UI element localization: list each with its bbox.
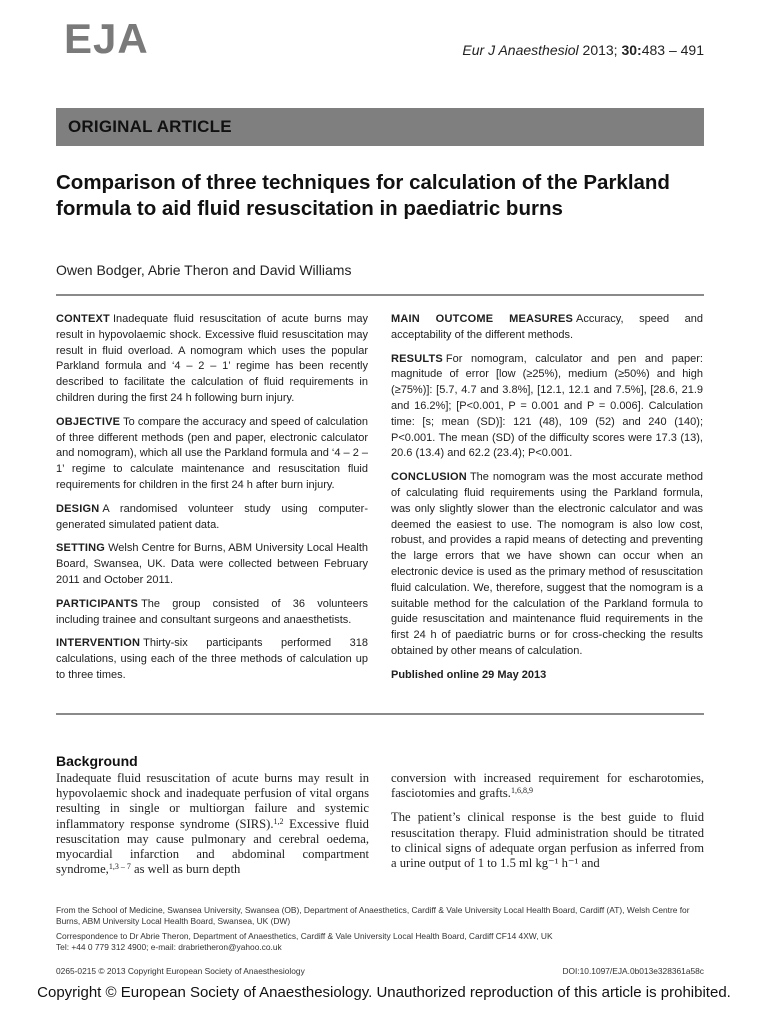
abstract-section-design — [56, 502, 368, 534]
article-type-label: ORIGINAL ARTICLE — [68, 117, 232, 136]
section-label: DESIGN — [56, 502, 100, 515]
affiliations-block — [56, 905, 706, 957]
section-text: Welsh Centre for Burns, ABM University Local Health Board, Swansea, UK. Data were collected between February 2011 and October 2011. — [56, 542, 368, 586]
reference-superscript: 1,6,8,9 — [510, 786, 533, 796]
abstract-section-objective — [56, 415, 368, 494]
section-label: RESULTS — [391, 352, 443, 365]
copyright-notice: Copyright © European Society of Anaesthesiology. Unauthorized reproduction of this article is prohibited. — [37, 984, 731, 1001]
section-label: SETTING — [56, 542, 106, 555]
reference-superscript: 1,2 — [273, 816, 284, 826]
section-label: OBJECTIVE — [56, 415, 121, 428]
issn-copyright: 0265-0215 © 2013 Copyright European Society of Anaesthesiology — [56, 966, 305, 976]
section-text: Thirty-six participants performed 318 calculations, using each of the three methods of calculation up to three times. — [56, 637, 368, 681]
article-authors: Owen Bodger, Abrie Theron and David Williams — [56, 262, 352, 278]
abstract-section-outcomes — [391, 312, 703, 344]
abstract-section-participants — [56, 597, 368, 629]
body-paragraph: Inadequate fluid resuscitation of acute burns may result in hypovolaemic shock and inadequate perfusion of vital organs resulting in single or multiorgan failure and systemic inflammatory response syndrome (SIRS).$^{1,2}$ Excessive fluid resuscitation may cause pulmonary and cerebral oedema, myocardial infarction and abdominal compartment syndrome,$^{1,3 - 7}$ as well as burn depth — [56, 771, 369, 877]
abstract-section-context — [56, 312, 368, 407]
abstract-section-conclusion — [391, 470, 703, 660]
article-title: Comparison of three techniques for calculation of the Parkland formula to aid fluid resuscitation in paediatric burns — [56, 171, 670, 220]
abstract-top-rule — [56, 294, 704, 296]
section-label: PARTICIPANTS — [56, 597, 139, 610]
doi-link[interactable]: DOI:10.1097/EJA.0b013e328361a58c — [562, 966, 704, 976]
body-paragraph: conversion with increased requirement for escharotomies, fasciotomies and grafts.$^{1,6,8,9}$ — [391, 771, 704, 801]
abstract-section-results — [391, 352, 703, 463]
body-left-column — [56, 771, 369, 886]
section-text: The nomogram was the most accurate method of calculating fluid requirements using the Parkland formula, was only slightly slower than the electronic calculator and was deemed the easiest to use. The nomogram is also low cost, robust, and provides a rapid means of detecting and preventing the large errors that we have shown can occur when an electronic device is used as the primary method of resuscitation fluid calculation. We, therefore, suggest that the nomogram is a suitable method for the calculation of the Parkland formula to guide resuscitation and maintenance fluid requirements in the first 24 h of paediatric burns or for cross-checking the results obtained by other means of calculation. — [391, 471, 703, 657]
reference-superscript: 1,3 – 7 — [108, 862, 131, 872]
section-text: The group consisted of 36 volunteers including trainee and consultant surgeons and anaesthetists. — [56, 597, 368, 626]
correspondence-address: Correspondence to Dr Abrie Theron, Department of Anaesthetics, Cardiff & Vale University Local Health Board, Cardiff CF14 4XW, UK Tel: +44 0 779 312 4900; e-mail: drabrietheron@yahoo.co.uk — [56, 931, 553, 952]
abstract-section-intervention — [56, 636, 368, 683]
abstract-right-column — [391, 312, 703, 692]
abstract-section-setting — [56, 541, 368, 588]
body-paragraph: The patient’s clinical response is the best guide to fluid resuscitation therapy. Fluid administration should be titrated to clinical signs of adequate organ perfusion as inferred from a urine output of 1 to 1.5 ml kg⁻¹ h⁻¹ and — [391, 810, 704, 871]
body-right-column — [391, 771, 704, 880]
article-type-banner — [56, 108, 704, 146]
journal-year: 2013; — [578, 42, 622, 58]
abstract-left-column — [56, 312, 368, 692]
section-text: For nomogram, calculator and pen and paper: magnitude of error [low (≥25%), medium (≥50%) and high (≥75%)]: [5.7, 4.7 and 3.8%], [12.1, 12.1 and 7.5%], [28.6, 21.9 and 16.2%]; [P<0.001, P = 0.001 and P = 0.006]. Calculation time: [s; mean (SD)]: 121 (48), 109 (52) and 240 (140); P<0.001. The mean (SD) of the difficulty scores were 17.3 (13), 20.6 (13.4) and 62.2 (23.4); P<0.001. — [391, 352, 703, 460]
section-text: To compare the accuracy and speed of calculation of three different methods (pen and paper, electronic calculator and nomogram), which all use the Parkland formula and ‘4 – 2 – 1’ regime to calculate maintenance and resuscitation fluid requirements for children in the first 24 h after burn injury. — [56, 415, 368, 491]
section-label: INTERVENTION — [56, 637, 141, 650]
journal-name: Eur J Anaesthesiol — [462, 42, 579, 58]
journal-logo: EJA — [64, 15, 149, 62]
section-label: MAIN OUTCOME MEASURES — [391, 313, 574, 325]
section-label: CONCLUSION — [391, 471, 467, 484]
affiliation-from: From the School of Medicine, Swansea University, Swansea (OB), Department of Anaesthetics, Cardiff & Vale University Local Health Board, Cardiff (AT), Welsh Centre for Burns, ABM University Local Health Board, Swansea, UK (DW) — [56, 905, 690, 926]
section-text: Accuracy, speed and acceptability of the different methods. — [391, 313, 703, 341]
section-label: CONTEXT — [56, 313, 110, 325]
abstract-bottom-rule — [56, 713, 704, 715]
section-heading-background: Background — [56, 753, 138, 769]
section-text: A randomised volunteer study using computer-generated simulated patient data. — [56, 502, 368, 531]
section-text: Inadequate fluid resuscitation of acute burns may result in hypovolaemic shock. Excessive fluid resuscitation may result in fluid overload. A nomogram which uses the popular Parkland formula and ‘4 – 2 – 1’ regime has been recently described to facilitate the calculation of fluid requirements in children during the first 24 h following burn injury. — [56, 313, 368, 404]
published-date: Published online 29 May 2013 — [391, 668, 547, 681]
journal-pages: 483 – 491 — [641, 42, 704, 58]
correspondence-contact: Tel: +44 0 779 312 4900; e-mail: drabrietheron@yahoo.co.uk — [56, 941, 282, 952]
journal-volume: 30: — [621, 42, 642, 58]
journal-citation — [462, 42, 704, 58]
